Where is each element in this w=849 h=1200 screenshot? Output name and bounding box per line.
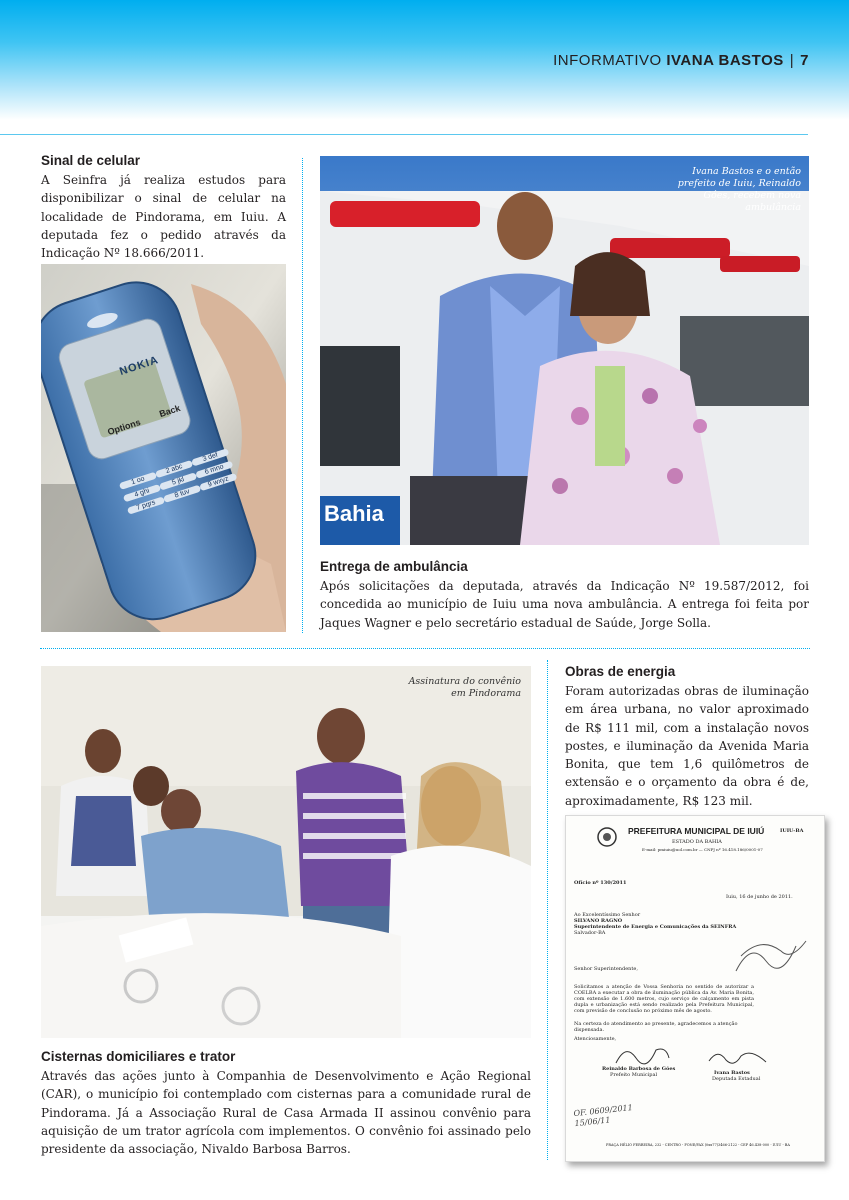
- letter-date: Iuiu, 16 de junho de 2011.: [726, 894, 793, 900]
- letter-salutation: Senhor Superintendente,: [574, 966, 638, 972]
- article-cisternas-title: Cisternas domiciliares e trator: [41, 1049, 236, 1064]
- article-sinal: [41, 153, 286, 262]
- article-cisternas: [41, 1049, 531, 1158]
- ambulance-caption: Ivana Bastos e o então prefeito de Iuiu, Reinaldo Góes, recebem nova ambulância: [677, 166, 801, 213]
- signature-deputy: [706, 1046, 771, 1071]
- vehicle-bahia-text: Bahia: [324, 501, 384, 526]
- letter-paragraph-1: Solicitamos a atenção de Vossa Senhoria no sentido de autorizar a COELBA a executar a obra de iluminação pública da Av. Maria Bonita, com extensão de 1.600 metros, cujo serviço de calçamento em pista dupla e urbanização está sendo realizado pela Prefeitura Municipal, com previsão de conclusão no próximo mês de agosto.: [574, 984, 754, 1014]
- article-ambulancia-body: Após solicitações da deputada, através da Indicação Nº 19.587/2012, foi concedida ao município de Iuiu uma nova ambulância. A entrega foi feita por Jaques Wagner e pelo secretário estadual de Saúde, Jorge Solla.: [320, 579, 809, 630]
- article-energia: [565, 664, 809, 810]
- letter-paragraph-2: Na certeza do atendimento ao presente, agradecemos a atenção dispensada.: [574, 1021, 738, 1033]
- letter-signer-2-role: Deputada Estadual: [712, 1076, 761, 1082]
- phone-key: 5 jkl: [159, 472, 197, 490]
- letter-oficio: Ofício nº 130/2011: [574, 880, 627, 886]
- convenio-caption: Assinatura do convênio em Pindorama: [408, 676, 521, 699]
- photo-convenio-signing: [41, 666, 531, 1038]
- phone-key: 9 wxyz: [199, 473, 237, 491]
- column-divider-top: [302, 158, 303, 633]
- letter-handwritten-ref: OF. 0609/2011 15/06/11: [573, 1102, 634, 1129]
- phone-brand: NOKIA: [118, 354, 161, 378]
- handwritten-note: [731, 931, 811, 981]
- phone-softkey-right: Back: [157, 402, 182, 420]
- phone-key: 8 tuv: [163, 485, 201, 503]
- phone-key: 6 mno: [195, 460, 233, 478]
- scanned-letter: [565, 815, 825, 1162]
- article-cisternas-body: Através das ações junto à Companhia de Desenvolvimento e Ação Regional (CAR), o município foi contemplado com cisternas para a comunidade rural de Pindorama. Já a Associação Rural de Casa Armada II assinou convênio para aquisição de um trator agrícola com implementos. O convênio foi assinado pelo presidente da associação, Nivaldo Barbosa Barros.: [41, 1069, 531, 1157]
- article-energia-body: Foram autorizadas obras de iluminação em área urbana, no valor aproximado de R$ 111 mil, com a instalação novos postes, e iluminação da Avenida Maria Bonita, que tem 1,6 quilômetros de extensão e o orçamento da obra é de, aproximadamente, R$ 123 mil.: [565, 684, 809, 808]
- coat-of-arms-icon: [596, 826, 618, 848]
- letter-state: ESTADO DA BAHIA: [672, 839, 722, 845]
- phone-key: 2 abc: [155, 460, 193, 478]
- header-separator: |: [789, 52, 795, 69]
- column-divider-bottom: [547, 660, 548, 1160]
- phone-key: 1 oo: [119, 472, 157, 490]
- article-sinal-title: Sinal de celular: [41, 153, 141, 168]
- letter-logo-right: IUIU-BA: [780, 828, 804, 834]
- letter-signer-1-role: Prefeito Municipal: [610, 1072, 658, 1078]
- article-sinal-body: A Seinfra já realiza estudos para disponibilizar o sinal de celular na localidade de Pindorama, em Iuiu. A deputada fez o pedido através da Indicação Nº 18.666/2011.: [41, 173, 286, 261]
- letter-signer-2-name: Ivana Bastos: [714, 1070, 750, 1076]
- header-rule: [0, 134, 808, 135]
- letter-contact: E-mail: pmiuiu@uol.com.br — CNPJ nº 16.418.186/0001-07: [642, 847, 763, 852]
- signature-mayor: [611, 1038, 671, 1068]
- photo-cell-phone: [41, 264, 286, 632]
- section-divider: [40, 648, 810, 649]
- letter-org: PREFEITURA MUNICIPAL DE IUIÚ: [628, 826, 765, 836]
- letter-addressee-2: SILVANO RAGNO: [574, 918, 623, 924]
- phone-key: 4 ghi: [123, 484, 161, 502]
- phone-key: 7 pqrs: [127, 496, 165, 514]
- article-ambulancia-title: Entrega de ambulância: [320, 559, 468, 574]
- header-prefix: INFORMATIVO: [553, 52, 662, 69]
- page-header: [553, 52, 809, 69]
- header-name: IVANA BASTOS: [666, 52, 784, 69]
- letter-addressee-4: Salvador-BA: [574, 930, 606, 936]
- letter-closing: Atenciosamente,: [574, 1036, 617, 1042]
- letter-addressee-1: Ao Excelentíssimo Senhor: [574, 912, 641, 918]
- phone-key: 3 def: [191, 448, 229, 466]
- letter-addressee-3: Superintendente de Energia e Comunicações da SEINFRA: [574, 924, 737, 930]
- article-energia-title: Obras de energia: [565, 664, 676, 679]
- photo-ambulance-delivery: [320, 156, 809, 545]
- letter-footer: PRAÇA HÉLIO FERREIRA, 232 - CENTRO - FONE/FAX (0xx77)3466-2122 - CEP 46.438-000 - IUIU - BA: [606, 1143, 790, 1147]
- page-number: 7: [800, 52, 809, 69]
- letter-signer-1-name: Reinaldo Barbosa de Góes: [602, 1066, 676, 1072]
- phone-softkey-left: Options: [106, 416, 142, 438]
- article-ambulancia: [320, 559, 809, 632]
